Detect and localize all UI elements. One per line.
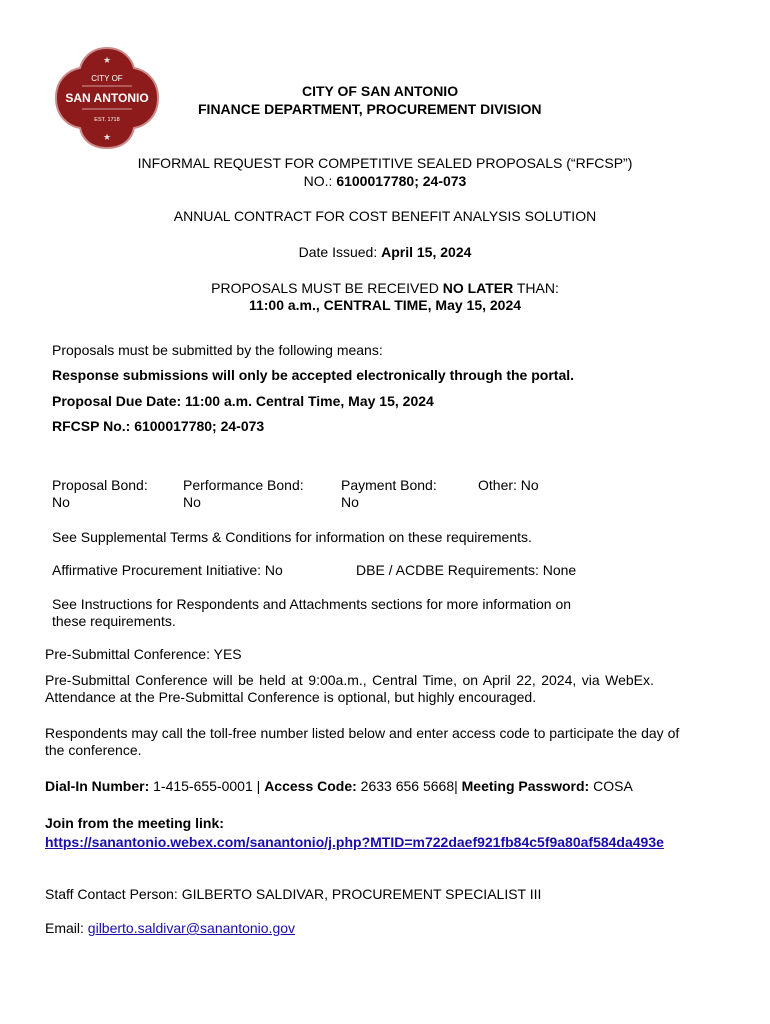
logo-line3: EST. 1718 — [94, 117, 120, 123]
conference-label: Pre-Submittal Conference: YES — [45, 646, 242, 662]
proposal-bond: Proposal Bond: No — [52, 477, 148, 510]
supplemental-note: See Supplemental Terms & Conditions for information on these requirements. — [52, 529, 532, 545]
conference-desc2: Attendance at the Pre-Submittal Conference is optional, but highly encouraged. — [45, 689, 537, 705]
call-note1: Respondents may call the toll-free number listed below and enter access code to participate the day of — [45, 725, 680, 741]
rfcsp-no: RFCSP No.: 6100017780; 24-073 — [52, 418, 265, 434]
rfcsp-number: NO.: 6100017780; 24-073 — [303, 173, 467, 189]
instructions-line2: these requirements. — [52, 613, 176, 629]
city-of-san-antonio-logo — [54, 46, 160, 150]
deadline-notice: PROPOSALS MUST BE RECEIVED NO LATER THAN: — [211, 280, 559, 296]
due-date: Proposal Due Date: 11:00 a.m. Central Time, May 15, 2024 — [52, 393, 434, 409]
email-line: Email: gilberto.saldivar@sanantonio.gov — [45, 920, 296, 936]
dial-in-info: Dial-In Number: 1-415-655-0001 | Access Code: 2633 656 5668| Meeting Password: COSA — [45, 778, 633, 794]
staff-contact: Staff Contact Person: GILBERTO SALDIVAR, PROCUREMENT SPECIALIST III — [45, 886, 542, 902]
svg-text:★: ★ — [102, 132, 112, 142]
department-name: FINANCE DEPARTMENT, PROCUREMENT DIVISION — [198, 101, 542, 117]
api-requirement: Affirmative Procurement Initiative: No — [52, 562, 283, 578]
webex-link[interactable]: https://sanantonio.webex.com/sanantonio/j.php?MTID=m722daef921fb84c5f9a80af584da493e — [45, 834, 664, 850]
org-name: CITY OF SAN ANTONIO — [302, 83, 459, 99]
electronic-note: Response submissions will only be accepted electronically through the portal. — [52, 367, 575, 383]
submission-intro: Proposals must be submitted by the following means: — [52, 342, 383, 358]
logo-line1: CITY OF — [91, 74, 123, 83]
date-issued: Date Issued: April 15, 2024 — [298, 244, 472, 260]
other-bond: Other: No — [478, 477, 539, 493]
svg-text:★: ★ — [102, 55, 112, 65]
deadline-time: 11:00 a.m., CENTRAL TIME, May 15, 2024 — [248, 297, 522, 313]
email-link[interactable]: gilberto.saldivar@sanantonio.gov — [87, 920, 296, 936]
call-note2: the conference. — [45, 742, 142, 758]
join-label: Join from the meeting link: — [45, 815, 224, 831]
payment-bond: Payment Bond: No — [341, 477, 437, 510]
logo-line2: SAN ANTONIO — [65, 91, 149, 105]
contract-title: ANNUAL CONTRACT FOR COST BENEFIT ANALYSIS SOLUTION — [173, 208, 597, 224]
conference-desc1: Pre-Submittal Conference will be held at 9:00a.m., Central Time, on April 22, 2024, via WebEx. — [45, 672, 654, 688]
dbe-requirement: DBE / ACDBE Requirements: None — [356, 562, 577, 578]
performance-bond: Performance Bond: No — [183, 477, 304, 510]
instructions-line1: See Instructions for Respondents and Attachments sections for more information on — [52, 596, 572, 612]
rfcsp-title: INFORMAL REQUEST FOR COMPETITIVE SEALED PROPOSALS (“RFCSP”) — [137, 155, 633, 171]
